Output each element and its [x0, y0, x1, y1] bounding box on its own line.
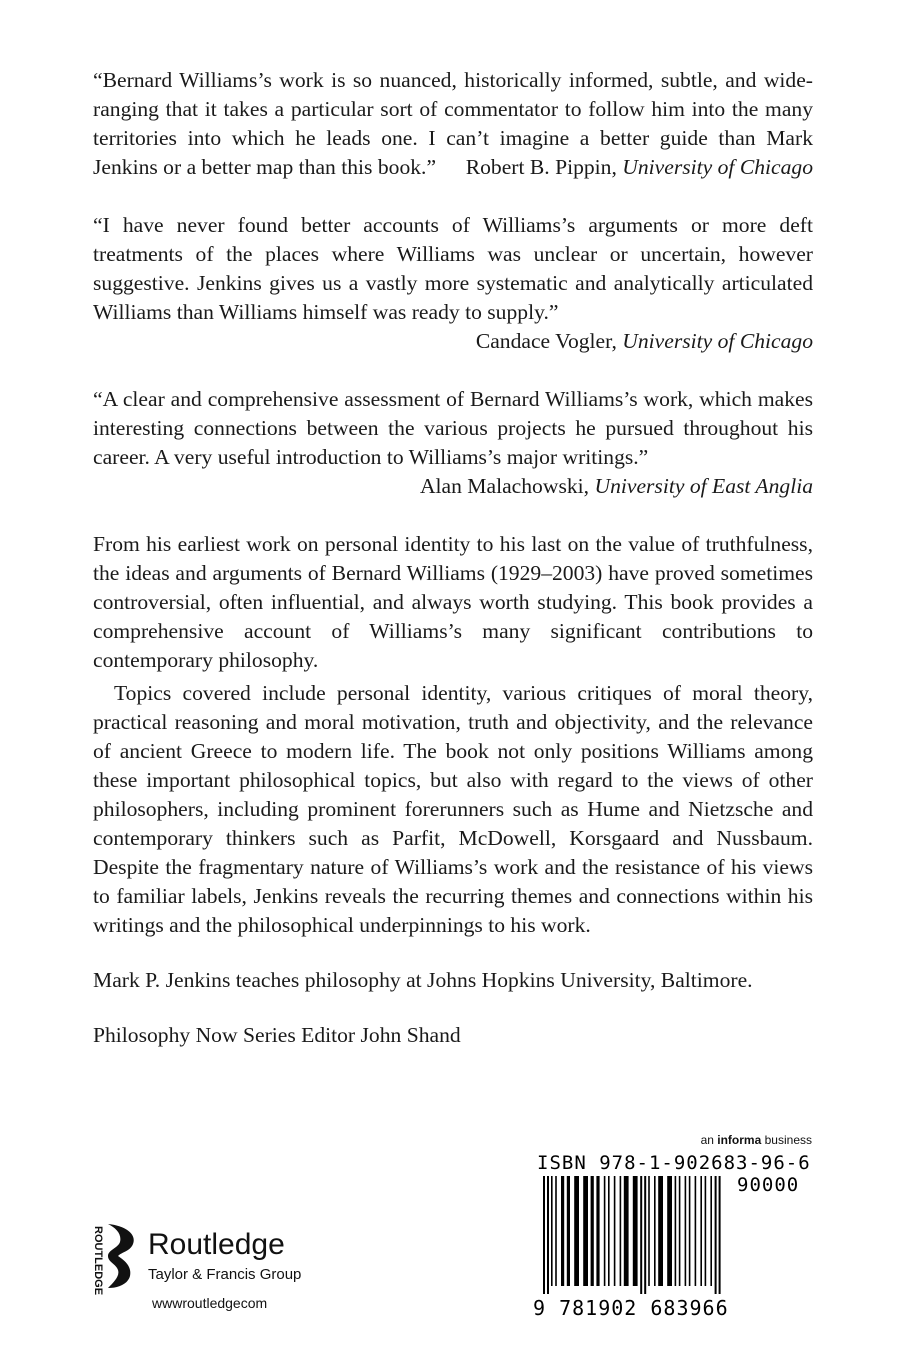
- description-paragraph: From his earliest work on personal identity to his last on the value of truthfulness, the ideas and arguments of Bernard Williams (1929–2003) have proved sometimes controversial, often influential, and always worth studying. This book provides a comprehensive account of Williams’s many significant contributions to contemporary philosophy.: [93, 532, 813, 672]
- publisher-website: wwwroutledgecom: [152, 1295, 268, 1311]
- barcode-bar: [648, 1176, 650, 1286]
- tagline-suffix: business: [764, 1133, 812, 1147]
- publisher-group: Taylor & Francis Group: [148, 1266, 302, 1283]
- barcode-bar: [574, 1176, 579, 1286]
- barcode-digits: 9 781902 683966: [533, 1296, 729, 1320]
- publisher-name: Routledge: [148, 1228, 285, 1261]
- logo-vertical-text: ROUTLEDGE: [92, 1226, 104, 1296]
- barcode-bar: [654, 1176, 656, 1286]
- barcode-bar: [644, 1176, 646, 1294]
- endorsement-3: [93, 385, 813, 501]
- book-description: [93, 530, 813, 940]
- barcode-bar: [614, 1176, 616, 1286]
- barcode-bar: [596, 1176, 599, 1286]
- endorsement-author: Alan Malachowski,: [419, 474, 590, 498]
- informa-tagline: [690, 1133, 812, 1147]
- barcode-bar: [658, 1176, 663, 1286]
- barcode-bar: [591, 1176, 594, 1286]
- description-paragraph: Topics covered include personal identity, various critiques of moral theory, practical reasoning and moral motivation, truth and objectivity, and the relevance of ancient Greece to modern life. The book not only positions Williams among these important philosophical topics, but also with regard to the views of other philosophers, including prominent forerunners such as Hume and Nietzsche and contemporary thinkers such as Parfit, McDowell, Korsgaard and Nussbaum. Despite the fragmentary nature of Williams’s work and the resistance of his views to familiar labels, Jenkins reveals the recurring themes and connections within his writings and the philosophical underpinnings to his work.: [93, 681, 813, 937]
- barcode-bar: [624, 1176, 629, 1286]
- endorsement-2: [93, 211, 813, 356]
- barcode-bar: [583, 1176, 588, 1286]
- barcode-bar: [620, 1176, 622, 1286]
- barcode-bar: [555, 1176, 557, 1286]
- endorsement-attribution: [466, 153, 813, 182]
- barcode-bar: [719, 1176, 721, 1294]
- barcode-bar: [710, 1176, 712, 1286]
- barcode-bar: [633, 1176, 638, 1286]
- barcode-bar: [689, 1176, 691, 1286]
- barcode-bar: [608, 1176, 610, 1286]
- barcode-bar: [679, 1176, 681, 1286]
- endorsement-1: [93, 66, 813, 182]
- barcode-bar: [685, 1176, 687, 1286]
- barcode-bar: [543, 1176, 545, 1294]
- barcode-bar: [547, 1176, 549, 1294]
- author-bio: Mark P. Jenkins teaches philosophy at Johns Hopkins University, Baltimore.: [93, 968, 753, 992]
- barcode-bar: [640, 1176, 642, 1294]
- price-code: 90000: [737, 1174, 800, 1196]
- barcode-bar: [667, 1176, 672, 1286]
- barcode-bar: [567, 1176, 570, 1286]
- endorsement-quote: “A clear and comprehensive assessment of Bernard Williams’s work, which makes interesting connections between the various projects he pursued throughout his career. A very useful introduction to Williams’s major writings.”: [93, 387, 813, 469]
- barcode-bar: [695, 1176, 697, 1286]
- barcode-bar: [604, 1176, 606, 1286]
- tagline-brand: informa: [717, 1133, 762, 1147]
- endorsement-affiliation: University of Chicago: [622, 329, 813, 353]
- barcode-bar: [715, 1176, 717, 1294]
- barcode-bar: [705, 1176, 707, 1286]
- isbn-number: ISBN 978-1-902683-96-6: [537, 1152, 811, 1174]
- barcode-bar: [675, 1176, 677, 1286]
- endorsement-attribution: [93, 472, 813, 501]
- endorsement-quote: “Bernard Williams’s work is so nuanced, historically informed, subtle, and wide-ranging that it takes a particular sort of commentator to follow him into the many territories into which he leads one. I can’t imagine a better guide than Mark Jenkins or a better map than this book.”: [93, 68, 813, 179]
- endorsement-attribution: [93, 327, 813, 356]
- endorsement-author: Robert B. Pippin,: [465, 155, 617, 179]
- back-cover-text: [93, 66, 813, 1072]
- endorsement-affiliation: University of East Anglia: [594, 474, 813, 498]
- barcode-bar: [561, 1176, 564, 1286]
- endorsement-affiliation: University of Chicago: [622, 155, 813, 179]
- tagline-prefix: an: [700, 1133, 714, 1147]
- endorsement-quote: “I have never found better accounts of Williams’s arguments or more deft treatments of the places where Williams was unclear or uncertain, however suggestive. Jenkins gives us a vastly more systematic and analytically articulated Williams than Williams himself was ready to supply.”: [93, 213, 813, 324]
- endorsement-text: [93, 66, 813, 182]
- series-editor: Philosophy Now Series Editor John Shand: [93, 1023, 461, 1047]
- barcode-bar: [551, 1176, 553, 1286]
- endorsement-author: Candace Vogler,: [475, 329, 617, 353]
- barcode-bar: [700, 1176, 702, 1286]
